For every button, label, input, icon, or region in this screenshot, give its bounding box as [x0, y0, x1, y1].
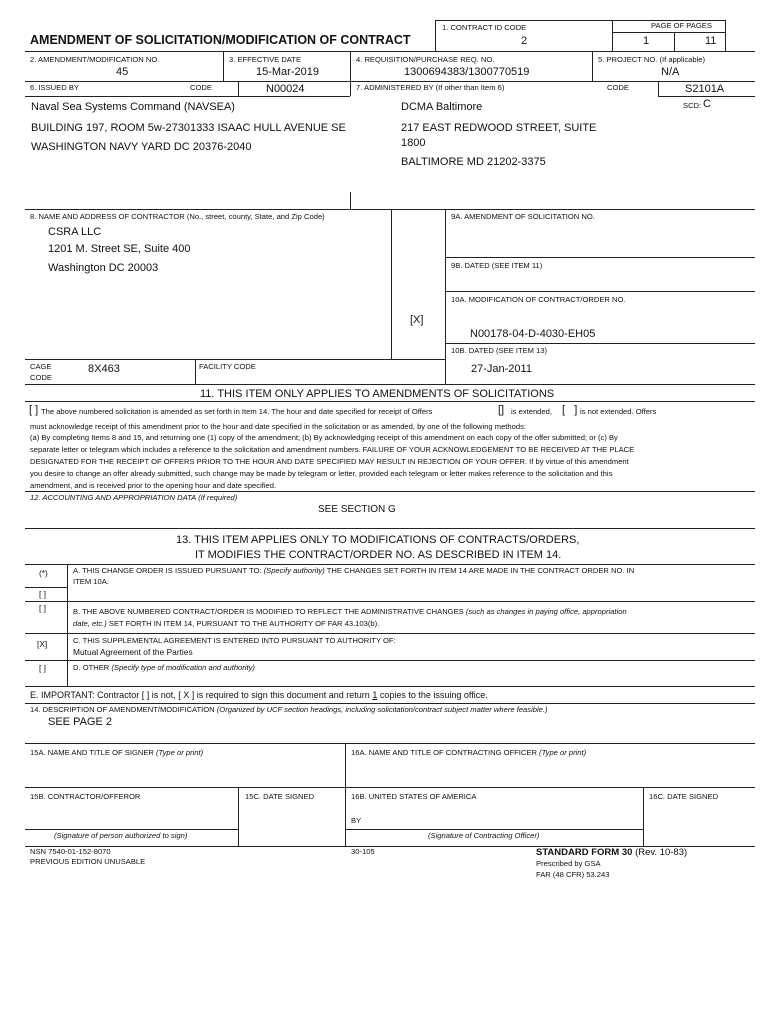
item-16c-label: 16C. DATE SIGNED: [649, 792, 719, 801]
item-13b-text-1: B. THE ABOVE NUMBERED CONTRACT/ORDER IS MODIFIED TO REFLECT THE ADMINISTRATIVE CHANGES (such as changes in paying office, appropriation: [73, 607, 627, 616]
previous-edition-note: PREVIOUS EDITION UNUSABLE: [30, 857, 146, 866]
issued-code-value: N00024: [266, 83, 305, 95]
contract-id-label: 1. CONTRACT ID CODE: [442, 23, 527, 32]
form-title: AMENDMENT OF SOLICITATION/MODIFICATION OF CONTRACT: [30, 33, 411, 47]
item-11-line-7: amendment, and is received prior to the opening hour and date specified.: [30, 481, 277, 490]
item-10b-label: 10B. DATED (SEE ITEM 13): [451, 346, 548, 355]
scd-label: SCD:: [683, 101, 702, 110]
item-10a-label: 10A. MODIFICATION OF CONTRACT/ORDER NO.: [451, 295, 626, 304]
admin-code-value: S2101A: [685, 83, 725, 95]
signature-right-caption: (Signature of Contracting Officer): [428, 831, 540, 840]
item-11-not-extended-bracket: [ ]: [562, 404, 578, 416]
contractor-line-1: CSRA LLC: [48, 226, 102, 238]
item-11-line-6: you desire to change an offer already submitted, such change may be made by telegram or letter, provided each telegram or letter makes reference to the solicitation and this: [30, 469, 613, 478]
item-9b-label: 9B. DATED (SEE ITEM 11): [451, 261, 543, 270]
check-mark-10a: [X]: [410, 314, 424, 326]
item-12-label: 12. ACCOUNTING AND APPROPRIATION DATA (If required): [30, 493, 238, 502]
prescribed-by: Prescribed by GSA: [536, 859, 601, 868]
issued-code-label: CODE: [190, 83, 212, 92]
item-13c-mark: [X]: [37, 639, 48, 649]
issued-by-label: 6. ISSUED BY: [30, 83, 79, 92]
item-11-heading: 11. THIS ITEM ONLY APPLIES TO AMENDMENTS OF SOLICITATIONS: [200, 388, 555, 400]
item-15a-label: 15A. NAME AND TITLE OF SIGNER (Type or print): [30, 748, 204, 757]
item-13a-mark: (*): [39, 568, 48, 578]
project-no-value: N/A: [661, 66, 680, 78]
amendment-no-label: 2. AMENDMENT/MODIFICATION NO.: [30, 55, 160, 64]
by-label: BY: [351, 816, 362, 825]
far-reference: FAR (48 CFR) 53.243: [536, 870, 610, 879]
cage-label: CAGE: [30, 362, 52, 371]
item-16a-label: 16A. NAME AND TITLE OF CONTRACTING OFFICER (Type or print): [351, 748, 587, 757]
item-13-blank-mark: [ ]: [39, 589, 46, 599]
admin-line-2: 217 EAST REDWOOD STREET, SUITE: [401, 122, 597, 134]
item-13-heading-1: 13. THIS ITEM APPLIES ONLY TO MODIFICATIONS OF CONTRACTS/ORDERS,: [176, 534, 580, 546]
contractor-line-2: 1201 M. Street SE, Suite 400: [48, 243, 191, 255]
item-11-offers-bracket: [ ]: [29, 404, 39, 416]
admin-code-label: CODE: [607, 83, 629, 92]
item-13a-text-2: ITEM 10A.: [73, 577, 109, 586]
important-line: E. IMPORTANT: Contractor [ ] is not, [ X ] is required to sign this document and return 1 copies to the issuing office.: [30, 690, 488, 700]
item-10b-value: 27-Jan-2011: [471, 363, 532, 375]
item-13b-mark: [ ]: [39, 603, 46, 613]
page-value: 1: [643, 35, 650, 47]
item-10a-value: N00178-04-D-4030-EH05: [470, 328, 596, 340]
item-13b-text-2: date, etc.) SET FORTH IN ITEM 14, PURSUANT TO THE AUTHORITY OF FAR 43.103(b).: [73, 619, 380, 628]
issuer-line-3: WASHINGTON NAVY YARD DC 20376-2040: [31, 141, 252, 153]
item-16b-label: 16B. UNITED STATES OF AMERICA: [351, 792, 477, 801]
item-11-line-1b: is extended,: [511, 407, 552, 416]
requisition-value: 1300694383/1300770519: [404, 66, 530, 78]
effective-date-label: 3. EFFECTIVE DATE: [229, 55, 302, 64]
issuer-line-2: BUILDING 197, ROOM 5w-27301333 ISAAC HULL AVENUE SE: [31, 122, 346, 134]
item-12-value: SEE SECTION G: [318, 504, 396, 515]
effective-date-value: 15-Mar-2019: [256, 66, 319, 78]
item-13a-text-1: A. THIS CHANGE ORDER IS ISSUED PURSUANT TO: (Specify authority) THE CHANGES SET FORTH IN ITEM 14 ARE MADE IN THE CONTRACT ORDER NO. IN: [73, 566, 635, 575]
item-13d-text: D. OTHER (Specify type of modification and authority): [73, 663, 255, 672]
item-11-extended-bracket: []: [498, 404, 505, 416]
cage-value: 8X463: [88, 363, 120, 375]
item-11-line-5: DESIGNATED FOR THE RECEIPT OF OFFERS PRIOR TO THE HOUR AND DATE SPECIFIED MAY RESULT IN REJECTION OF YOUR OFFER. If by virtue of this amendment: [30, 457, 629, 466]
admin-line-3: 1800: [401, 137, 426, 149]
item-14-label: 14. DESCRIPTION OF AMENDMENT/MODIFICATION (Organized by UCF section headings, including solicitation/contract subject matter where feasible.): [30, 705, 548, 714]
item-11-line-3: (a) By completing Items 8 and 15, and returning one (1) copy of the amendment; (b) By acknowledging receipt of this amendment on each copy of the offer submitted; or (c) By: [30, 433, 618, 442]
nsn-number: NSN 7540-01-152-8070: [30, 847, 111, 856]
item-14-value: SEE PAGE 2: [48, 716, 112, 728]
item-13c-text-1: C. THIS SUPPLEMENTAL AGREEMENT IS ENTERED INTO PURSUANT TO AUTHORITY OF:: [73, 636, 396, 645]
item-15b-label: 15B. CONTRACTOR/OFFEROR: [30, 792, 141, 801]
item-13d-mark: [ ]: [39, 663, 46, 673]
cage-label-code: CODE: [30, 373, 52, 382]
item-15c-label: 15C. DATE SIGNED: [245, 792, 315, 801]
item-13c-text-2: Mutual Agreement of the Parties: [73, 647, 193, 657]
signature-left-caption: (Signature of person authorized to sign): [54, 831, 188, 840]
item-11-line-4: separate letter or telegram which includes a reference to the solicitation and amendment numbers. FAILURE OF YOUR ACKNOWLEDGEMENT TO BE RECEIVED AT THE PLACE: [30, 445, 635, 454]
item-9a-label: 9A. AMENDMENT OF SOLICITATION NO.: [451, 212, 595, 221]
requisition-label: 4. REQUISITION/PURCHASE REQ. NO.: [356, 55, 495, 64]
item-11-line-1a: The above numbered solicitation is amended as set forth in Item 14. The hour and date specified for receipt of Offers: [41, 407, 433, 416]
contractor-label: 8. NAME AND ADDRESS OF CONTRACTOR (No., street, county, State, and Zip Code): [30, 212, 325, 221]
administered-by-label: 7. ADMINISTERED BY (If other than Item 6): [356, 83, 505, 92]
admin-line-4: BALTIMORE MD 21202-3375: [401, 156, 546, 168]
admin-line-1: DCMA Baltimore: [401, 101, 483, 113]
amendment-no-value: 45: [116, 66, 129, 78]
project-no-label: 5. PROJECT NO. (If applicable): [598, 55, 706, 64]
standard-form-id: STANDARD FORM 30 (Rev. 10-83): [536, 847, 688, 858]
page-of-pages-label: PAGE OF PAGES: [651, 21, 712, 30]
form-code: 30-105: [351, 847, 375, 856]
facility-code-label: FACILITY CODE: [199, 362, 256, 371]
pages-value: 11: [705, 35, 717, 47]
contract-id-value: 2: [521, 35, 528, 47]
contractor-line-3: Washington DC 20003: [48, 262, 159, 274]
issuer-line-1: Naval Sea Systems Command (NAVSEA): [31, 101, 235, 113]
item-11-line-2: must acknowledge receipt of this amendment prior to the hour and date specified in the solicitation or as amended, by one of the following methods:: [30, 422, 526, 431]
item-13-heading-2: IT MODIFIES THE CONTRACT/ORDER NO. AS DESCRIBED IN ITEM 14.: [195, 549, 562, 561]
scd-value: C: [703, 98, 711, 110]
item-11-line-1c: is not extended. Offers: [580, 407, 657, 416]
